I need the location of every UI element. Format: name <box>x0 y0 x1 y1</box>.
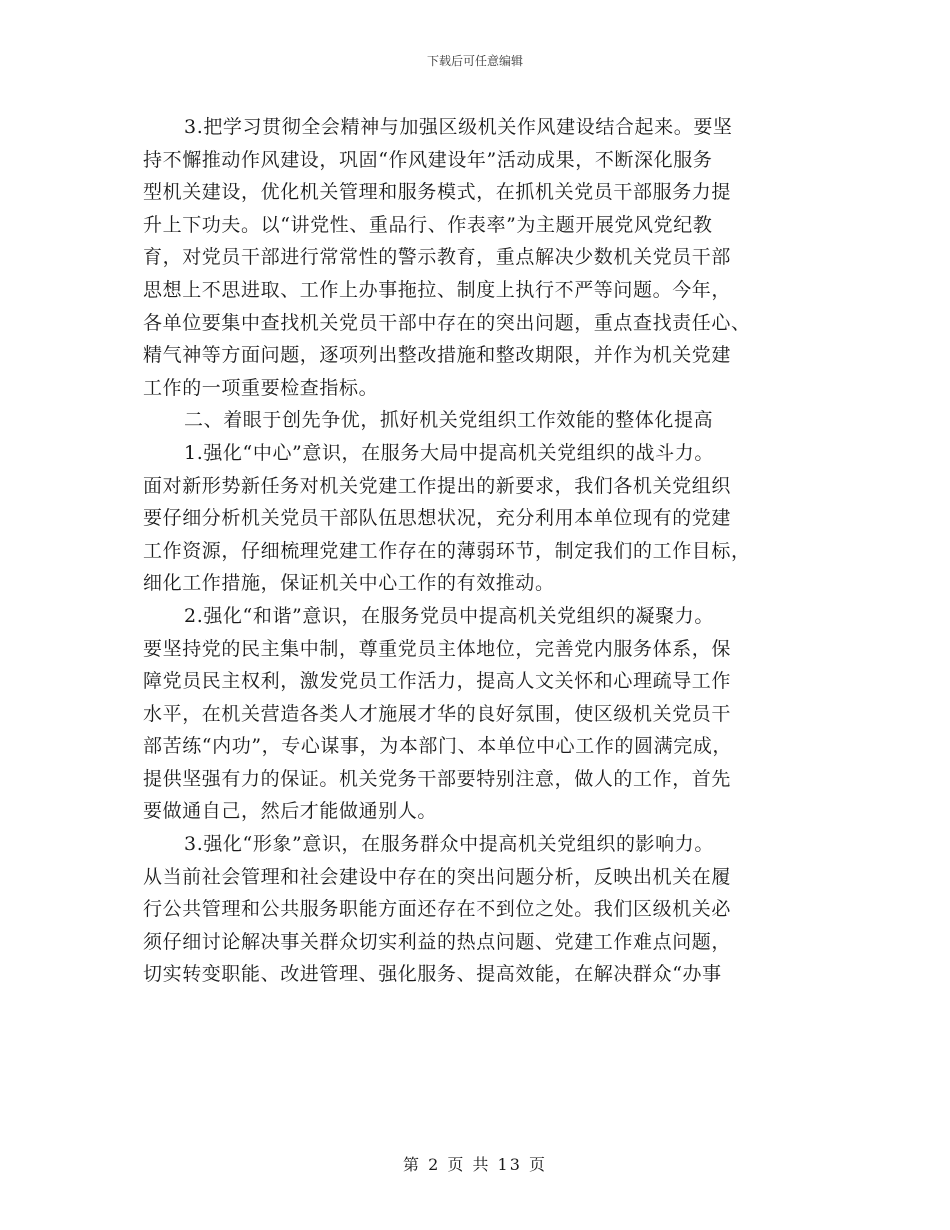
text-line: 各单位要集中查找机关党员干部中存在的突出问题，重点查找责任心、 <box>143 311 751 334</box>
page-header: 下载后可任意编辑 <box>426 54 523 68</box>
text-line: 工作的一项重要检查指标。 <box>143 376 379 399</box>
text-line: 要做通自己，然后才能做通别人。 <box>143 800 438 823</box>
text-line: 部苦练“内功”，专心谋事，为本部门、本单位中心工作的圆满完成， <box>143 735 733 758</box>
text-line: 思想上不思进取、工作上办事拖拉、制度上执行不严等问题。今年， <box>143 278 732 301</box>
text-line: 提供坚强有力的保证。机关党务干部要特别注意，做人的工作，首先 <box>143 767 732 790</box>
text-line: 3.把学习贯彻全会精神与加强区级机关作风建设结合起来。要坚 <box>184 116 733 138</box>
text-line: 水平，在机关营造各类人才施展才华的良好氛围，使区级机关党员干 <box>143 702 732 725</box>
text-line: 3.强化“形象”意识，在服务群众中提高机关党组织的影响力。 <box>184 833 714 856</box>
text-line: 从当前社会管理和社会建设中存在的突出问题分析，反映出机关在履 <box>143 865 732 888</box>
text-line: 工作资源，仔细梳理党建工作存在的薄弱环节，制定我们的工作目标， <box>143 539 751 562</box>
text-line: 精气神等方面问题，逐项列出整改措施和整改期限，并作为机关党建 <box>143 344 732 367</box>
text-line: 要仔细分析机关党员干部队伍思想状况，充分利用本单位现有的党建 <box>143 507 732 530</box>
text-line: 行公共管理和公共服务职能方面还存在不到位之处。我们区级机关必 <box>143 898 732 921</box>
text-line: 育，对党员干部进行常常性的警示教育，重点解决少数机关党员干部 <box>143 246 732 269</box>
text-line: 型机关建设，优化机关管理和服务模式，在抓机关党员干部服务力提 <box>143 181 732 204</box>
text-line: 须仔细讨论解决事关群众切实利益的热点问题、党建工作难点问题， <box>143 930 732 953</box>
text-line: 二、着眼于创先争优，抓好机关党组织工作效能的整体化提高 <box>184 409 714 432</box>
text-line: 1.强化“中心”意识，在服务大局中提高机关党组织的战斗力。 <box>184 441 714 464</box>
page-footer: 第 2 页 共 13 页 <box>403 1155 547 1174</box>
text-line: 持不懈推动作风建设，巩固“作风建设年”活动成果，不断深化服务 <box>143 148 713 171</box>
text-line: 切实转变职能、改进管理、强化服务、提高效能，在解决群众“办事 <box>143 963 722 986</box>
text-line: 要坚持党的民主集中制，尊重党员主体地位，完善党内服务体系，保 <box>143 637 732 660</box>
document-body <box>143 111 798 991</box>
text-line: 障党员民主权利，激发党员工作活力，提高人文关怀和心理疏导工作 <box>143 670 732 693</box>
text-line: 面对新形势新任务对机关党建工作提出的新要求，我们各机关党组织 <box>143 474 732 497</box>
text-line: 2.强化“和谐”意识，在服务党员中提高机关党组织的凝聚力。 <box>184 604 714 627</box>
text-line: 升上下功夫。以“讲党性、重品行、作表率”为主题开展党风党纪教 <box>143 213 713 236</box>
text-line: 细化工作措施，保证机关中心工作的有效推动。 <box>143 572 555 595</box>
